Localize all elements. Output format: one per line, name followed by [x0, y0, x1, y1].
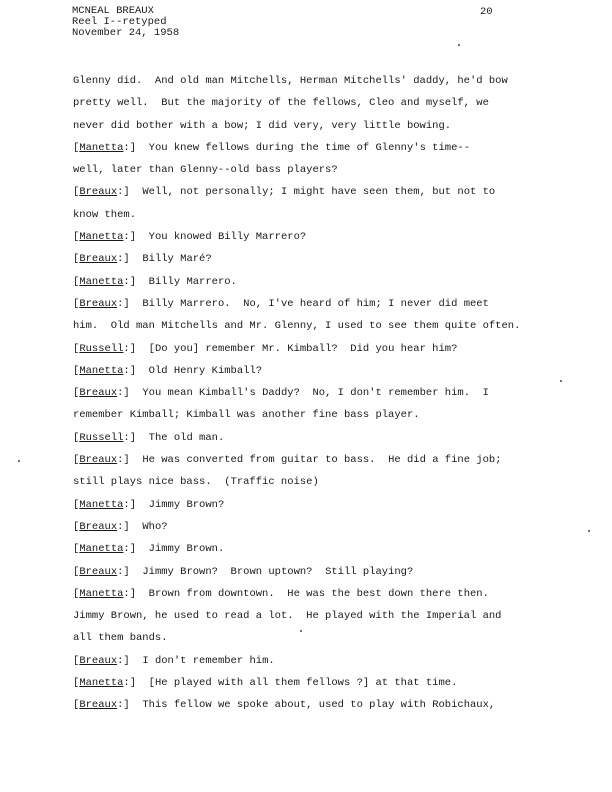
transcript-line: [73, 449, 543, 471]
scan-speck: [300, 630, 302, 632]
speaker-label: Manetta: [79, 498, 124, 511]
speaker-label: Manetta: [79, 364, 124, 377]
transcript-line: [73, 694, 543, 716]
speaker-bracket-close: :]: [123, 498, 149, 511]
header-name: MCNEAL BREAUX: [72, 5, 154, 17]
transcript-line: [73, 92, 543, 114]
transcript-line: [73, 404, 543, 426]
speaker-label: Manetta: [79, 141, 124, 154]
speaker-label: Breaux: [79, 454, 118, 467]
speaker-bracket-open: [: [73, 587, 80, 600]
line-text: Jimmy Brown.: [148, 543, 225, 556]
transcript-line: [73, 226, 543, 248]
line-text: him. Old man Mitchells and Mr. Glenny, I used to see them quite often.: [73, 320, 521, 333]
page-number: 20: [480, 6, 493, 18]
transcript-line: [73, 181, 543, 203]
line-text: still plays nice bass. (Traffic noise): [73, 476, 319, 489]
speaker-label: Breaux: [79, 565, 118, 578]
transcript-line: [73, 315, 543, 337]
line-text: You knew fellows during the time of Glenny's time--: [148, 141, 470, 154]
speaker-bracket-open: [: [73, 364, 80, 377]
transcript-line: [73, 650, 543, 672]
line-text: Jimmy Brown? Brown uptown? Still playing?: [142, 565, 414, 578]
speaker-bracket-close: :]: [123, 543, 149, 556]
speaker-bracket-close: :]: [123, 431, 149, 444]
transcript-line: [73, 672, 543, 694]
speaker-bracket-close: :]: [117, 565, 143, 578]
speaker-bracket-open: [: [73, 431, 80, 444]
line-text: [Do you] remember Mr. Kimball? Did you hear him?: [148, 342, 458, 355]
speaker-label: Manetta: [79, 587, 124, 600]
speaker-bracket-close: :]: [117, 699, 143, 712]
speaker-label: Breaux: [79, 387, 118, 400]
speaker-label: Breaux: [79, 297, 118, 310]
line-text: He was converted from guitar to bass. He did a fine job;: [142, 454, 502, 467]
line-text: Jimmy Brown, he used to read a lot. He played with the Imperial and: [73, 610, 502, 623]
line-text: Well, not personally; I might have seen them, but not to: [142, 186, 496, 199]
speaker-label: Manetta: [79, 275, 124, 288]
speaker-bracket-open: [: [73, 498, 80, 511]
speaker-bracket-close: :]: [117, 387, 143, 400]
speaker-bracket-open: [: [73, 342, 80, 355]
transcript-line: [73, 115, 543, 137]
speaker-bracket-open: [: [73, 677, 80, 690]
speaker-bracket-open: [: [73, 699, 80, 712]
transcript-line: [73, 137, 543, 159]
header-reel: Reel I--retyped: [72, 16, 167, 28]
line-text: all them bands.: [73, 632, 168, 645]
transcript-line: [73, 627, 543, 649]
transcript-line: [73, 538, 543, 560]
header-date: November 24, 1958: [72, 27, 180, 39]
speaker-bracket-open: [: [73, 275, 80, 288]
speaker-bracket-open: [: [73, 654, 80, 667]
transcript-line: [73, 516, 543, 538]
line-text: know them.: [73, 208, 137, 221]
speaker-bracket-open: [: [73, 253, 80, 266]
speaker-bracket-close: :]: [123, 342, 149, 355]
speaker-bracket-open: [: [73, 231, 80, 244]
line-text: This fellow we spoke about, used to play with Robichaux,: [142, 699, 496, 712]
transcript-line: [73, 583, 543, 605]
speaker-bracket-close: :]: [117, 454, 143, 467]
speaker-bracket-close: :]: [117, 186, 143, 199]
speaker-bracket-close: :]: [117, 253, 143, 266]
transcript-line: [73, 159, 543, 181]
speaker-bracket-close: :]: [123, 677, 149, 690]
speaker-label: Breaux: [79, 699, 118, 712]
line-text: I don't remember him.: [142, 654, 275, 667]
line-text: well, later than Glenny--old bass players?: [73, 164, 338, 177]
speaker-label: Manetta: [79, 543, 124, 556]
line-text: Old Henry Kimball?: [148, 364, 263, 377]
line-text: pretty well. But the majority of the fellows, Cleo and myself, we: [73, 97, 489, 110]
line-text: You knowed Billy Marrero?: [148, 231, 307, 244]
speaker-bracket-open: [: [73, 387, 80, 400]
speaker-bracket-close: :]: [123, 364, 149, 377]
transcript-line: [73, 338, 543, 360]
line-text: The old man.: [148, 431, 225, 444]
speaker-bracket-open: [: [73, 520, 80, 533]
speaker-bracket-open: [: [73, 543, 80, 556]
line-text: You mean Kimball's Daddy? No, I don't remember him. I: [142, 387, 489, 400]
speaker-bracket-open: [: [73, 186, 80, 199]
speaker-label: Manetta: [79, 231, 124, 244]
line-text: Glenny did. And old man Mitchells, Herman Mitchells' daddy, he'd bow: [73, 75, 508, 87]
transcript-line: [73, 382, 543, 404]
scan-speck: [588, 530, 590, 532]
speaker-label: Breaux: [79, 520, 118, 533]
scan-speck: [560, 380, 562, 382]
speaker-bracket-close: :]: [123, 587, 149, 600]
transcript-line: [73, 471, 543, 493]
transcript-body: [73, 70, 543, 717]
speaker-bracket-open: [: [73, 141, 80, 154]
speaker-bracket-open: [: [73, 454, 80, 467]
speaker-bracket-close: :]: [123, 231, 149, 244]
scan-speck: [18, 460, 20, 462]
line-text: never did bother with a bow; I did very, very little bowing.: [73, 119, 452, 132]
speaker-bracket-close: :]: [123, 141, 149, 154]
speaker-bracket-close: :]: [123, 275, 149, 288]
speaker-bracket-close: :]: [117, 297, 143, 310]
speaker-label: Breaux: [79, 654, 118, 667]
speaker-label: Russell: [79, 431, 124, 444]
speaker-label: Breaux: [79, 186, 118, 199]
page-header: [72, 6, 179, 39]
transcript-line: [73, 204, 543, 226]
speaker-label: Breaux: [79, 253, 118, 266]
line-text: Jimmy Brown?: [148, 498, 225, 511]
transcript-line: [73, 248, 543, 270]
transcript-line: [73, 293, 543, 315]
transcript-line: [73, 494, 543, 516]
transcript-line: [73, 427, 543, 449]
line-text: Billy Marrero.: [148, 275, 237, 288]
line-text: remember Kimball; Kimball was another fine bass player.: [73, 409, 420, 422]
transcript-line: [73, 271, 543, 293]
line-text: [He played with all them fellows ?] at that time.: [148, 677, 458, 690]
line-text: Brown from downtown. He was the best down there then.: [148, 587, 489, 600]
scan-speck: [458, 44, 460, 46]
speaker-label: Manetta: [79, 677, 124, 690]
line-text: Billy Maré?: [142, 253, 212, 266]
transcript-line: [73, 360, 543, 382]
speaker-bracket-close: :]: [117, 654, 143, 667]
line-text: Who?: [142, 520, 168, 533]
transcript-line: [73, 605, 543, 627]
speaker-bracket-close: :]: [117, 520, 143, 533]
line-text: Billy Marrero. No, I've heard of him; I never did meet: [142, 297, 489, 310]
speaker-bracket-open: [: [73, 565, 80, 578]
speaker-label: Russell: [79, 342, 124, 355]
transcript-line: [73, 70, 543, 92]
transcript-line: [73, 561, 543, 583]
speaker-bracket-open: [: [73, 297, 80, 310]
